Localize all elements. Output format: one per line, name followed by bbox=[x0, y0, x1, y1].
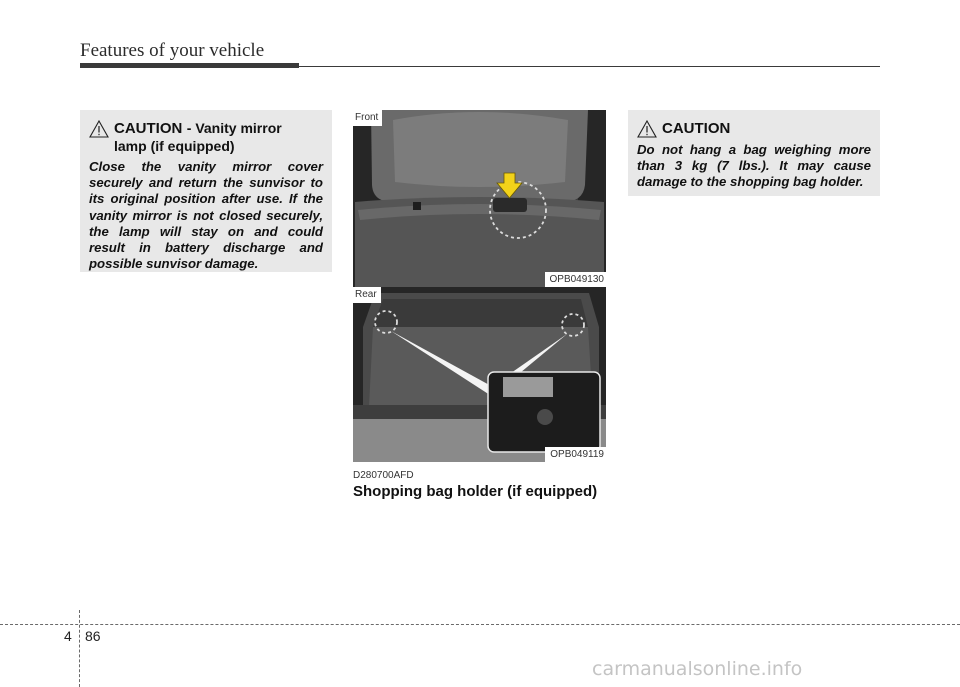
warning-triangle-icon bbox=[89, 120, 109, 138]
caution-title: CAUTION bbox=[114, 120, 183, 137]
figure-code: OPB049119 bbox=[545, 447, 606, 462]
caution-box-bag-weight bbox=[628, 110, 880, 196]
caution-subtitle-cont: lamp (if equipped) bbox=[114, 138, 235, 154]
footer-rule bbox=[0, 624, 960, 625]
figure-label-front: Front bbox=[353, 110, 382, 126]
section-code: D280700AFD bbox=[353, 470, 414, 481]
caution-heading bbox=[89, 120, 323, 156]
chapter-number: 4 bbox=[64, 628, 72, 644]
caution-text: Close the vanity mirror cover securely and return the sunvisor to its original position after use. If the vanity mirror is not closed securely, the lamp will stay on and could result in battery discharge and possible sunvisor damage. bbox=[89, 159, 323, 272]
figure-label-rear: Rear bbox=[353, 287, 381, 303]
figure-rear-cargo-hooks bbox=[353, 287, 606, 462]
caution-subtitle: - Vanity mirror bbox=[186, 120, 282, 136]
page-header-title: Features of your vehicle bbox=[80, 40, 265, 61]
caution-box-vanity-mirror bbox=[80, 110, 332, 272]
warning-triangle-icon bbox=[637, 120, 657, 138]
page-number: 86 bbox=[85, 628, 101, 644]
section-title: Shopping bag holder (if equipped) bbox=[353, 483, 598, 500]
caution-heading bbox=[637, 120, 871, 138]
figure-code: OPB049130 bbox=[545, 272, 607, 287]
header-rule bbox=[80, 66, 880, 67]
figure-front-seat-hook bbox=[353, 110, 606, 287]
rear-cargo-illustration bbox=[353, 287, 606, 462]
caution-title: CAUTION bbox=[662, 120, 731, 137]
footer-vertical-rule bbox=[79, 610, 80, 687]
front-seat-illustration bbox=[353, 110, 606, 287]
watermark: carmanualsonline.info bbox=[592, 658, 803, 680]
caution-text: Do not hang a bag weighing more than 3 kg (7 lbs.). It may cause damage to the shopping bag holder. bbox=[637, 142, 871, 190]
